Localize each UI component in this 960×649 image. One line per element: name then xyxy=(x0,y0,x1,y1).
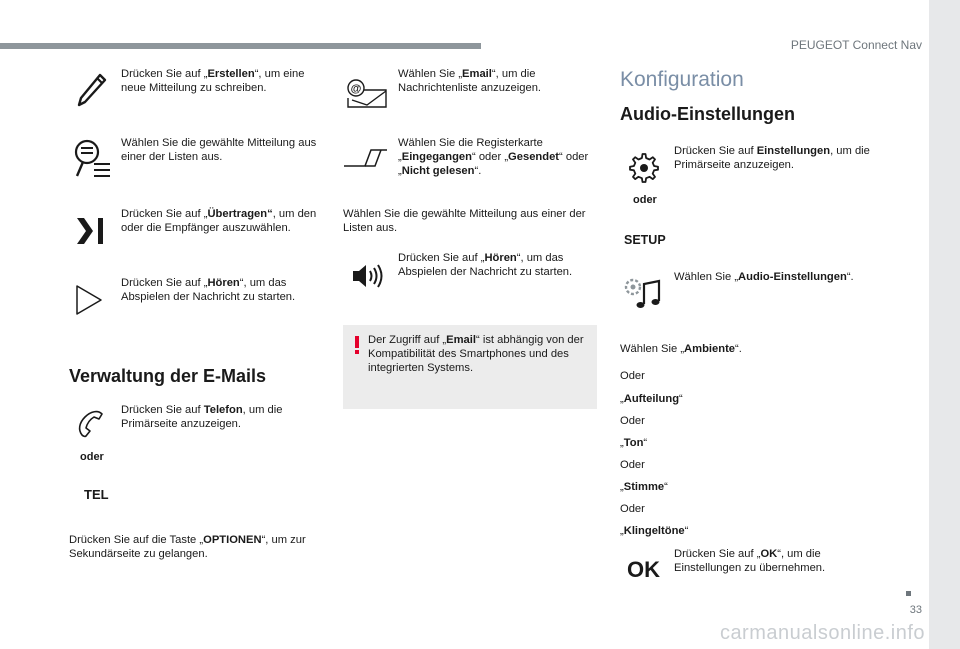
tab-icon xyxy=(343,147,389,169)
audio-settings-instruction: Wählen Sie „Audio-Einstellungen“. xyxy=(674,271,854,283)
audio-settings-icon xyxy=(622,276,662,312)
play-icon xyxy=(74,283,104,317)
stimme-option: „Stimme“ xyxy=(620,481,668,493)
tel-button-label: TEL xyxy=(84,487,109,502)
email-instruction: Wählen Sie „Email“, um die Nachrichtenliste anzuzeigen. xyxy=(398,68,542,94)
watermark-text: carmanualsonline.info xyxy=(719,622,925,644)
running-header: PEUGEOT Connect Nav xyxy=(790,38,922,52)
note-box xyxy=(343,325,597,409)
oder-label-2: oder xyxy=(633,194,657,206)
oder-text-2: Oder xyxy=(620,415,645,427)
settings-instruction: Drücken Sie auf Einstellungen, um die Primärseite anzuzeigen. xyxy=(674,145,870,171)
oder-text-4: Oder xyxy=(620,503,645,515)
svg-text:@: @ xyxy=(350,83,362,95)
continue-marker xyxy=(906,591,911,596)
oder-text-1: Oder xyxy=(620,370,645,382)
pencil-icon xyxy=(74,70,108,110)
email-icon xyxy=(344,78,388,110)
listen-instruction-1: Drücken Sie auf „Hören“, um das Abspielen der Nachricht zu starten. xyxy=(121,277,296,303)
side-band xyxy=(929,0,960,649)
oder-text-3: Oder xyxy=(620,459,645,471)
top-rule xyxy=(0,43,481,49)
speaker-icon xyxy=(351,262,385,290)
note-text: Der Zugriff auf „Email“ ist abhängig von der Kompatibilität des Smartphones und des integrierten Systems. xyxy=(368,334,584,374)
select-message-instruction: Wählen Sie die gewählte Mitteilung aus einer der Listen aus. xyxy=(343,208,586,234)
page-title: Konfiguration xyxy=(620,68,744,91)
transfer-instruction: Drücken Sie auf „Übertragen“, um den oder die Empfänger auszuwählen. xyxy=(121,208,317,234)
aufteilung-option: „Aufteilung“ xyxy=(620,393,683,405)
options-instruction: Drücken Sie auf die Taste „OPTIONEN“, um zur Sekundärseite zu gelangen. xyxy=(69,534,306,560)
gear-icon xyxy=(628,152,660,184)
ambiente-instruction: Wählen Sie „Ambiente“. xyxy=(620,343,742,355)
setup-button-label: SETUP xyxy=(624,233,666,247)
klingeltoene-option: „Klingeltöne“ xyxy=(620,525,689,537)
ok-button-label: OK xyxy=(627,557,660,582)
transfer-arrow-icon xyxy=(74,215,106,247)
select-list-instruction: Wählen Sie die gewählte Mitteilung aus einer der Listen aus. xyxy=(121,137,317,163)
phone-icon xyxy=(77,410,107,440)
listen-instruction-2: Drücken Sie auf „Hören“, um das Abspielen der Nachricht zu starten. xyxy=(398,252,573,278)
message-list-icon xyxy=(72,138,112,180)
ton-option: „Ton“ xyxy=(620,437,648,449)
page-number: 33 xyxy=(909,604,922,616)
ok-instruction: Drücken Sie auf „OK“, um die Einstellungen zu übernehmen. xyxy=(674,548,826,574)
oder-label-1: oder xyxy=(80,451,104,463)
tab-instruction: Wählen Sie die Registerkarte „Eingegangen“ oder „Gesendet“ oder „Nicht gelesen“. xyxy=(398,137,589,177)
section-heading-email: Verwaltung der E-Mails xyxy=(69,366,267,386)
section-heading-audio: Audio-Einstellungen xyxy=(620,104,795,124)
create-instruction: Drücken Sie auf „Erstellen“, um eine neue Mitteilung zu schreiben. xyxy=(121,68,305,94)
phone-instruction: Drücken Sie auf Telefon, um die Primärseite anzuzeigen. xyxy=(121,404,283,430)
warning-exclamation-icon xyxy=(353,336,361,354)
